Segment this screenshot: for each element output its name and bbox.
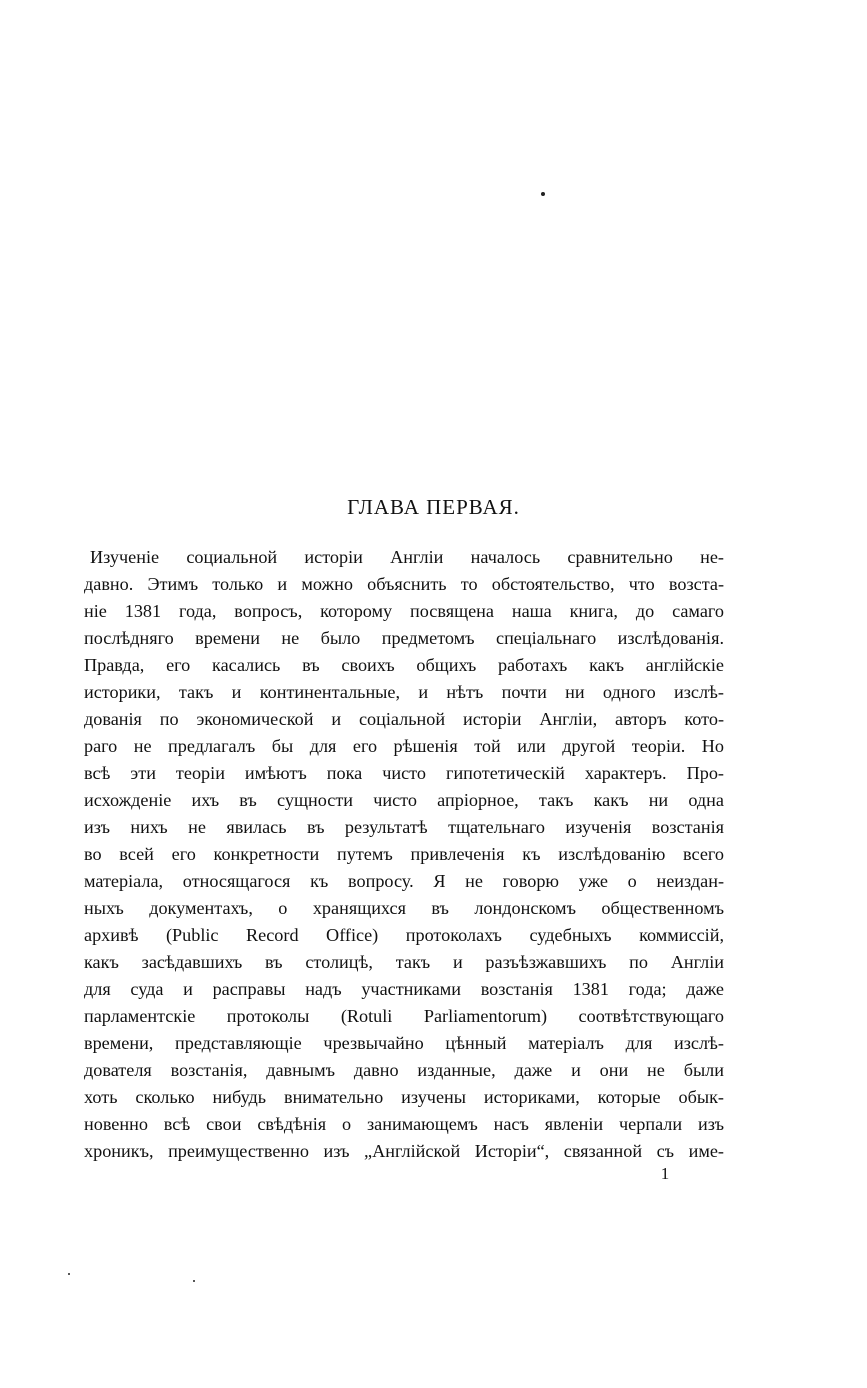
text-line: всѣ эти теоріи имѣютъ пока чисто гипотетическій характеръ. Про-: [84, 763, 724, 783]
text-line: ныхъ документахъ, о хранящихся въ лондонскомъ общественномъ: [84, 898, 724, 918]
text-line: матеріала, относящагося къ вопросу. Я не говорю уже о неиздан-: [84, 871, 724, 891]
text-line: давно. Этимъ только и можно объяснить то обстоятельство, что возста-: [84, 574, 724, 594]
chapter-title: ГЛАВА ПЕРВАЯ.: [347, 495, 520, 519]
page-number: 1: [660, 1164, 670, 1183]
text-line: дователя возстанія, давнымъ давно изданные, даже и они не были: [84, 1060, 724, 1080]
text-line: парламентскіе протоколы (Rotuli Parliamentorum) соотвѣтствующаго: [84, 1006, 724, 1026]
text-line: ніе 1381 года, вопросъ, которому посвящена наша книга, до самаго: [84, 601, 724, 621]
text-line: послѣдняго времени не было предметомъ спеціальнаго изслѣдованія.: [84, 628, 724, 648]
text-line: новенно всѣ свои свѣдѣнія о занимающемъ насъ явленіи черпали изъ: [84, 1114, 724, 1134]
text-line: Правда, его касались въ своихъ общихъ работахъ какъ англійскіе: [84, 655, 724, 675]
text-line: во всей его конкретности путемъ привлеченія къ изслѣдованію всего: [84, 844, 724, 864]
scan-speck: [68, 1273, 70, 1275]
text-line: Изученіе социальной исторіи Англіи началось сравнительно не-: [90, 547, 724, 567]
text-line: хоть сколько нибудь внимательно изучены историками, которые обык-: [84, 1087, 724, 1107]
scan-speck: [193, 1280, 195, 1282]
text-line: какъ засѣдавшихъ въ столицѣ, такъ и разъѣзжавшихъ по Англіи: [84, 952, 724, 972]
body-paragraph: [84, 544, 724, 1165]
scan-speck: [541, 192, 545, 196]
text-line: историки, такъ и континентальные, и нѣтъ почти ни одного изслѣ-: [84, 682, 724, 702]
text-line: дованія по экономической и соціальной исторіи Англіи, авторъ кото-: [84, 709, 724, 729]
text-line: для суда и расправы надъ участниками возстанія 1381 года; даже: [84, 979, 724, 999]
text-line: исхожденіе ихъ въ сущности чисто апріорное, такъ какъ ни одна: [84, 790, 724, 810]
text-line: хроникъ, преимущественно изъ „Англійской Исторіи“, связанной съ име-: [84, 1141, 724, 1161]
text-line: раго не предлагалъ бы для его рѣшенія той или другой теоріи. Но: [84, 736, 724, 756]
text-line: изъ нихъ не явилась въ результатѣ тщательнаго изученія возстанія: [84, 817, 724, 837]
text-line: архивѣ (Public Record Office) протоколахъ судебныхъ коммиссій,: [84, 925, 724, 945]
text-line: времени, представляющіе чрезвычайно цѣнный матеріалъ для изслѣ-: [84, 1033, 724, 1053]
